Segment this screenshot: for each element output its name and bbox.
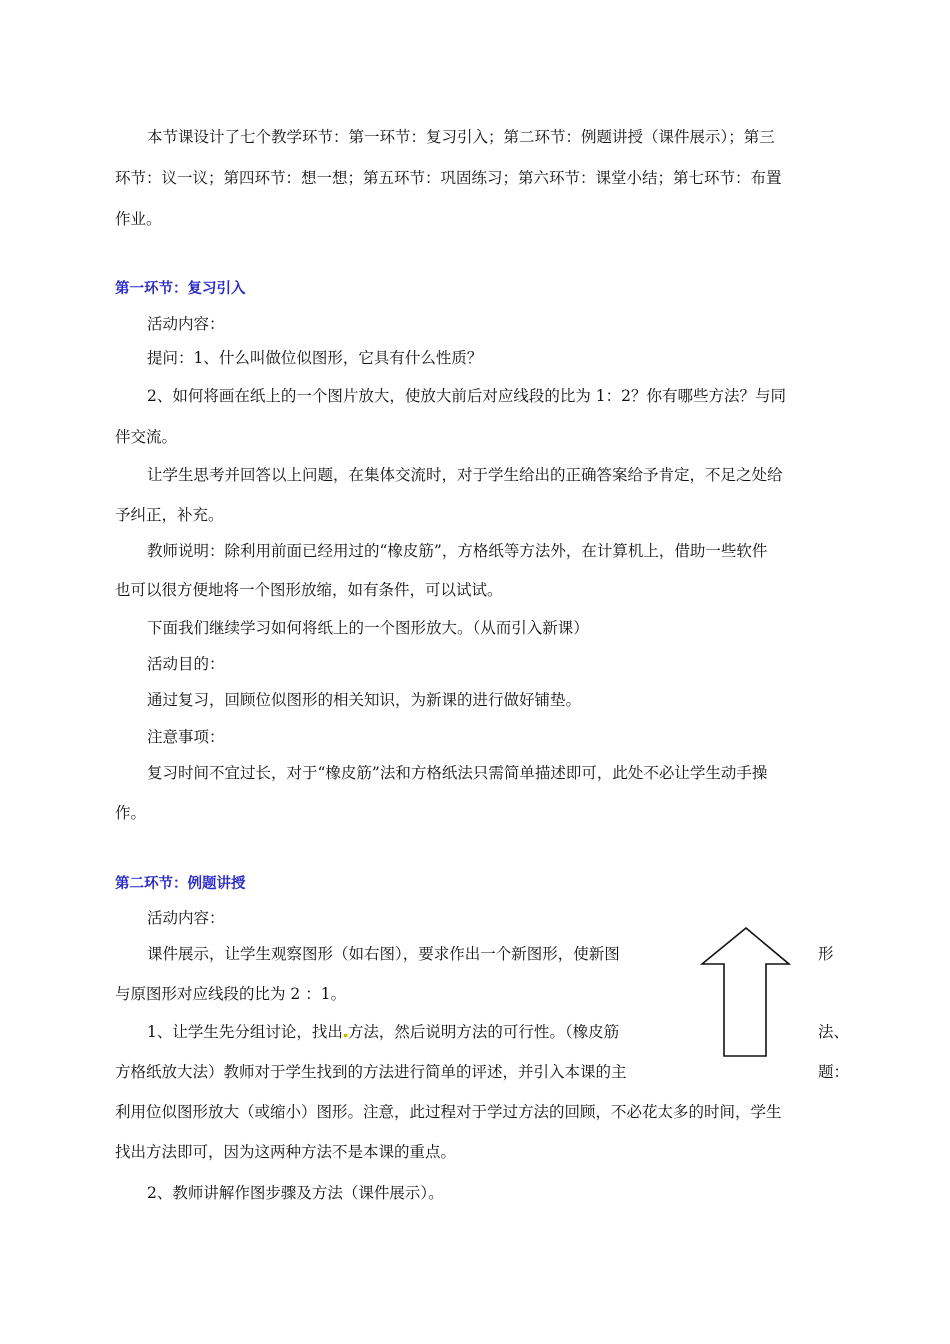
section2-paragraph-2-line-1-part-b: 方法，然后说明方法的可行性。（橡皮筋 <box>347 1023 620 1041</box>
section1-heading: 第一环节：复习引入 <box>115 281 246 297</box>
section2-paragraph-1-line-2: 与原图形对应线段的比为 2 ：1。 <box>115 985 347 1003</box>
intro-line-2: 环节：议一议；第四环节：想一想；第五环节：巩固练习；第六环节：课堂小结；第七环节：布置 <box>115 169 782 187</box>
section2-paragraph-2-line-4: 找出方法即可，因为这两种方法不是本课的重点。 <box>115 1143 457 1161</box>
section1-question-2-line-2: 伴交流。 <box>115 428 178 446</box>
section2-content-label: 活动内容： <box>147 909 225 927</box>
section1-goal-label: 活动目的： <box>147 655 225 673</box>
up-arrow-outline-icon <box>700 926 792 1058</box>
section2-paragraph-3: 2、教师讲解作图步骤及方法（课件展示）。 <box>147 1184 444 1202</box>
section1-goal: 通过复习，回顾位似图形的相关知识，为新课的进行做好铺垫。 <box>147 691 582 709</box>
section1-paragraph-2-line-1: 教师说明：除利用前面已经用过的“橡皮筋”，方格纸等方法外，在计算机上，借助一些软件 <box>147 542 768 560</box>
arrow-shape <box>702 928 789 1056</box>
section1-content-label: 活动内容： <box>147 315 225 333</box>
section1-paragraph-3: 下面我们继续学习如何将纸上的一个图形放大。（从而引入新课） <box>147 619 589 637</box>
section2-heading: 第二环节：例题讲授 <box>115 876 246 892</box>
section2-paragraph-2-line-3: 利用位似图形放大（或缩小）图形。注意，此过程对于学过方法的回顾，不必花太多的时间，学生 <box>115 1103 782 1121</box>
section2-paragraph-2-line-1-part-a: 1、让学生先分组讨论，找出 <box>147 1023 343 1041</box>
section1-note-line-2: 作。 <box>115 804 147 822</box>
highlight-dot <box>344 1034 347 1037</box>
section1-question-2-line-1: 2、如何将画在纸上的一个图片放大，使放大前后对应线段的比为 1：2？你有哪些方法？与同 <box>147 387 787 405</box>
intro-line-3: 作业。 <box>115 210 162 228</box>
section1-question-1: 提问：1、什么叫做位似图形，它具有什么性质？ <box>147 349 483 367</box>
intro-line-1: 本节课设计了七个教学环节：第一环节：复习引入；第二环节：例题讲授（课件展示）；第三 <box>147 128 775 146</box>
section2-paragraph-2-line-2: 方格纸放大法）教师对于学生找到的方法进行简单的评述，并引入本课的主 <box>115 1063 627 1081</box>
section1-paragraph-1-line-2: 予纠正，补充。 <box>115 506 224 524</box>
section1-paragraph-2-line-2: 也可以很方便地将一个图形放缩，如有条件，可以试试。 <box>115 581 503 599</box>
section2-paragraph-2-line-1-end: 法、 <box>818 1023 850 1041</box>
section1-note-label: 注意事项： <box>147 728 225 746</box>
section1-paragraph-1-line-1: 让学生思考并回答以上问题，在集体交流时，对于学生给出的正确答案给予肯定，不足之处给 <box>147 466 783 484</box>
section2-paragraph-1-line-1-end: 形 <box>818 945 834 963</box>
section2-paragraph-2-line-2-end: 题： <box>818 1063 850 1081</box>
section2-paragraph-1-line-1: 课件展示，让学生观察图形（如右图），要求作出一个新图形，使新图 <box>147 945 620 963</box>
section1-note-line-1: 复习时间不宜过长，对于“橡皮筋”法和方格纸法只需简单描述即可，此处不必让学生动手操 <box>147 764 768 782</box>
